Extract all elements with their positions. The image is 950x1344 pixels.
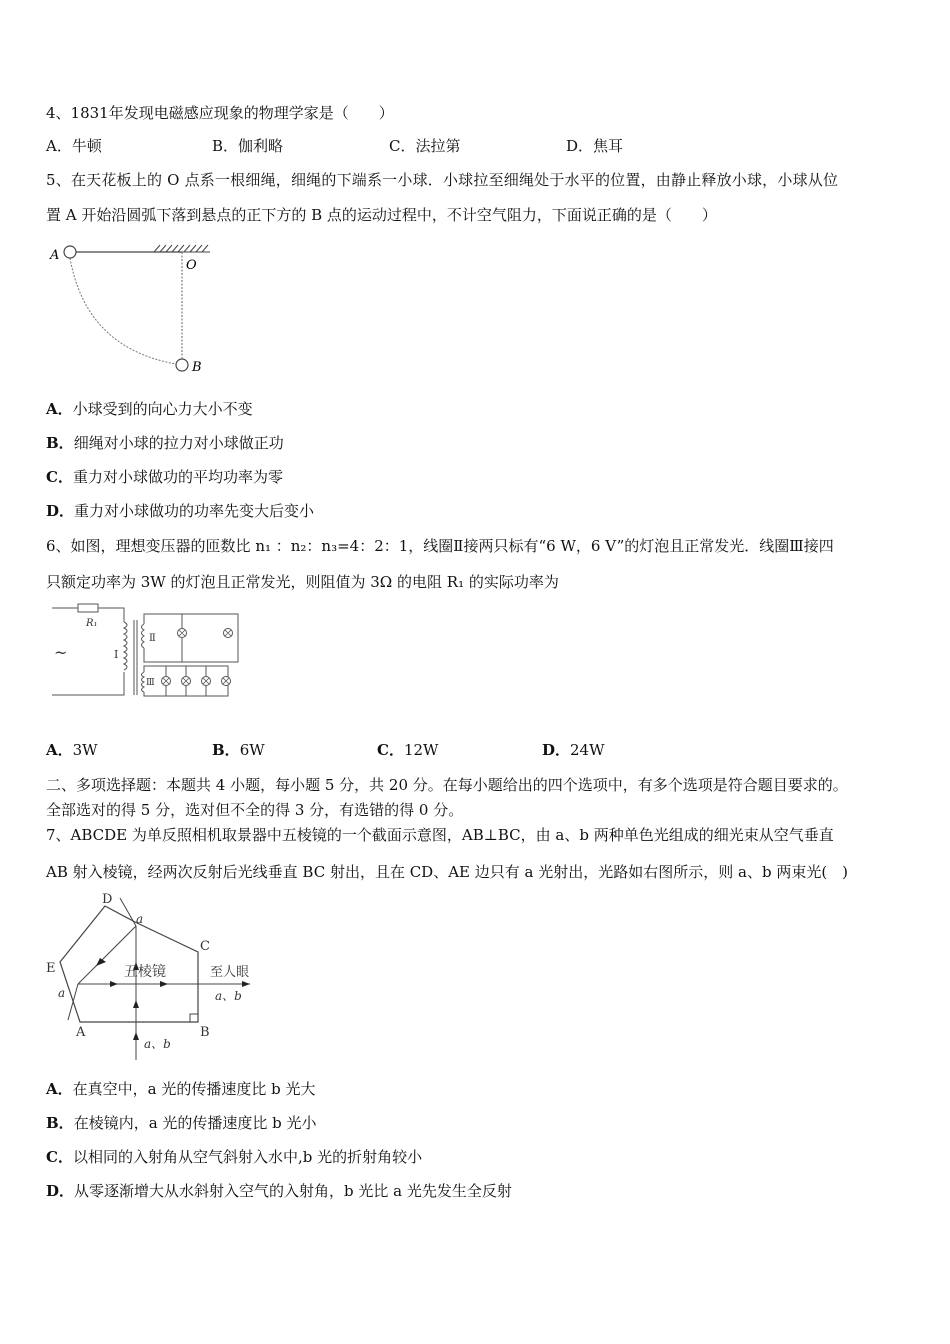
label-enter-ab: a、b [144, 1037, 171, 1051]
q6-option-c-text: 12W [403, 741, 439, 759]
q4-option-b: B．伽利略 [212, 137, 284, 155]
label-e: E [46, 961, 56, 976]
q7-stem-line2: AB 射入棱镜，经两次反射后光线垂直 BC 射出，且在 CD、AE 边只有 a 光射出，光路如右图所示，则 a、b 两束光( ) [46, 863, 849, 881]
q6-option-c-letter: C． [377, 741, 404, 759]
label-coil-1: Ⅰ [114, 648, 119, 661]
label-o: O [186, 258, 197, 273]
arrow-up-icon [133, 1000, 139, 1008]
q4-option-d: D．焦耳 [566, 137, 624, 155]
q5-option-b [46, 433, 284, 453]
label-ray-a-left: a [58, 986, 66, 1000]
q4-stem: 4、1831年发现电磁感应现象的物理学家是（ ） [46, 104, 394, 122]
q7-option-d-text: 从零逐渐增大从水斜射入空气的入射角，b 光比 a 光先发生全反射 [74, 1182, 512, 1200]
label-coil-2: Ⅱ [149, 633, 156, 644]
coil-3 [142, 672, 145, 692]
label-b: B [192, 360, 202, 375]
label-r1: R₁ [86, 618, 98, 629]
q7-option-a [46, 1079, 316, 1099]
q5-option-b-letter: B． [46, 434, 74, 452]
q5-option-c-text: 重力对小球做功的平均功率为零 [72, 468, 283, 486]
label-to-eye: 至人眼 [210, 965, 250, 980]
q5-option-c [46, 467, 283, 487]
circuit-2-wire [144, 614, 238, 662]
q5-option-d-letter: D． [46, 502, 75, 520]
q7-option-c-letter: C． [46, 1148, 73, 1166]
q6-option-c [377, 740, 438, 760]
ball-b [176, 359, 188, 371]
q7-option-d [46, 1181, 512, 1201]
label-c: C [200, 939, 210, 954]
arc-path [70, 258, 176, 364]
right-angle-mark [190, 1014, 198, 1022]
q6-option-d-letter: D． [542, 741, 571, 759]
coil-1 [124, 622, 127, 670]
lamps-circuit-2 [178, 629, 233, 638]
q6-stem-line1: 6、如图，理想变压器的匝数比 n₁ ：n₂：n₃=4：2：1，线圈Ⅱ接两只标有“6 W，6 V”的灯泡且正常发光．线圈Ⅲ接四 [46, 537, 834, 555]
ac-source-icon: ~ [54, 643, 68, 662]
q7-option-b-letter: B． [46, 1114, 74, 1132]
ray-a-top-exit [120, 898, 136, 926]
q5-option-b-text: 细绳对小球的拉力对小球做正功 [73, 434, 284, 452]
q6-stem-line2: 只额定功率为 3W 的灯泡且正常发光，则阻值为 3Ω 的电阻 R₁ 的实际功率为 [46, 573, 559, 591]
transformer-circuit-figure [46, 600, 246, 700]
label-b: B [200, 1025, 210, 1040]
section2-heading-line2: 全部选对的得 5 分，选对但不全的得 3 分，有选错的得 0 分。 [46, 801, 464, 819]
ceiling-hatch [152, 245, 210, 252]
q6-option-a [46, 740, 98, 760]
coil-2 [142, 624, 145, 648]
arrow-right-icon [160, 981, 168, 987]
label-ray-a-top: a [136, 912, 144, 926]
label-d: D [102, 892, 113, 907]
q7-option-d-letter: D． [46, 1182, 75, 1200]
q4-option-a: A．牛顿 [46, 137, 102, 155]
q6-option-b-letter: B． [212, 741, 240, 759]
q7-option-b [46, 1113, 317, 1133]
q5-option-a-text: 小球受到的向心力大小不变 [72, 400, 253, 418]
q6-option-b [212, 740, 265, 760]
arrow-up-icon [133, 1032, 139, 1040]
arrow-right-icon [110, 981, 118, 987]
label-a: A [50, 248, 60, 263]
q5-option-c-letter: C． [46, 468, 73, 486]
q6-option-d [542, 740, 605, 760]
q5-stem-line2: 置 A 开始沿圆弧下落到悬点的正下方的 B 点的运动过程中，不计空气阻力，下面说正确的是（ ） [46, 206, 717, 224]
q7-stem-line1: 7、ABCDE 为单反照相机取景器中五棱镜的一个截面示意图，AB⊥BC，由 a、b 两种单色光组成的细光束从空气垂直 [46, 826, 834, 844]
q7-option-c-text: 以相同的入射角从空气斜射入水中,b 光的折射角较小 [72, 1148, 423, 1166]
q6-option-a-text: 3W [72, 741, 98, 759]
label-a: A [76, 1025, 86, 1040]
q5-option-d [46, 501, 314, 521]
resistor-r1 [78, 604, 98, 612]
label-coil-3: Ⅲ [146, 678, 155, 688]
label-exit-ab: a、b [215, 989, 242, 1003]
q7-option-a-letter: A． [46, 1080, 73, 1098]
q5-option-a [46, 399, 253, 419]
section2-heading-line1: 二、多项选择题：本题共 4 小题，每小题 5 分，共 20 分。在每小题给出的四个选项中，有多个选项是符合题目要求的。 [46, 776, 848, 794]
q7-option-a-text: 在真空中，a 光的传播速度比 b 光大 [72, 1080, 316, 1098]
arrow-right-icon [242, 981, 250, 987]
q7-option-c [46, 1147, 422, 1167]
q6-option-d-text: 24W [570, 741, 605, 759]
q5-option-d-text: 重力对小球做功的功率先变大后变小 [74, 502, 315, 520]
lamps-circuit-3 [162, 677, 231, 686]
label-prism: 五棱镜 [124, 964, 166, 980]
q7-option-b-text: 在棱镜内，a 光的传播速度比 b 光小 [73, 1114, 317, 1132]
ball-a [64, 246, 76, 258]
arrow-left-down-icon [96, 958, 106, 966]
q5-option-a-letter: A． [46, 400, 73, 418]
q6-option-a-letter: A． [46, 741, 73, 759]
q5-stem-line1: 5、在天花板上的 O 点系一根细绳，细绳的下端系一小球．小球拉至细绳处于水平的位置，由静止释放小球，小球从位 [46, 171, 839, 189]
q6-option-b-text: 6W [239, 741, 265, 759]
pentaprism-figure [40, 890, 270, 1065]
pendulum-figure [46, 238, 216, 378]
q4-option-c: C．法拉第 [389, 137, 461, 155]
